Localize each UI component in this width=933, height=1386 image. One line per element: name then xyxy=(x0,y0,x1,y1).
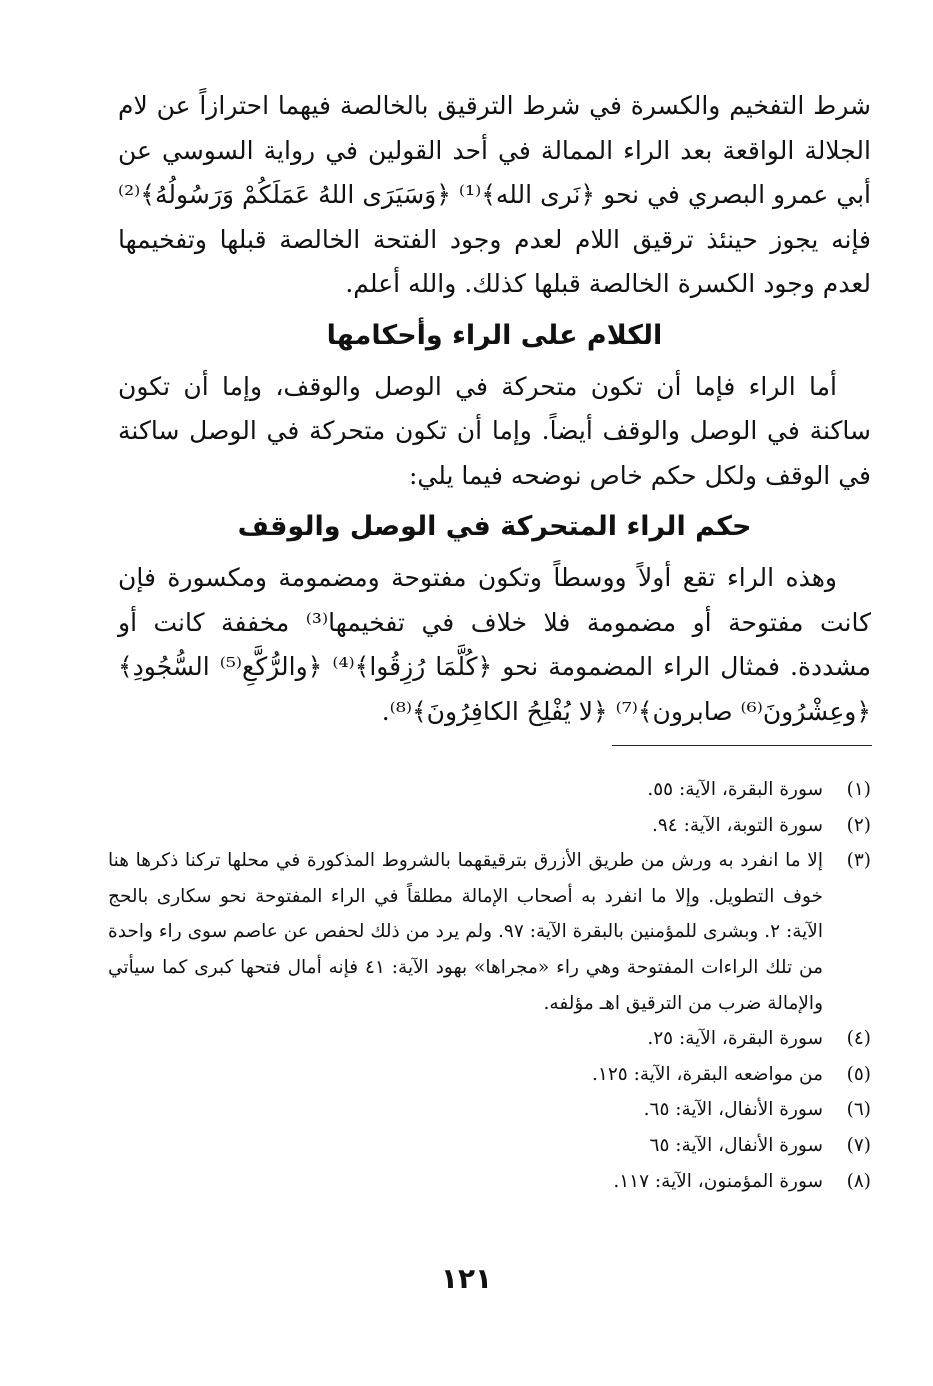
paragraph-moving-ra: وهذه الراء تقع أولاً ووسطاً وتكون مفتوحة ومضمومة ومكسورة فإن كانت مفتوحة أو مضمومة فلا خلاف في تفخيمها⁽³⁾ مخففة كانت أو مشددة. فمثال الراء المضمومة نحو ﴿كُلَّمَا رُزِقُوا﴾⁽⁴⁾ ﴿والرُّكَّعِ⁽⁵⁾ السُّجُودِ﴾ ﴿وعِشْرُونَ⁽⁶⁾ صابرون﴾⁽⁷⁾ ﴿لا يُفْلِحُ الكافِرُونَ﴾⁽⁸⁾. xyxy=(118,563,871,726)
paragraph-intro: شرط التفخيم والكسرة في شرط الترقيق بالخالصة فيهما احترازاً عن لام الجلالة الواقعة بعد الراء الممالة في أحد القولين في رواية السوسي عن أبي عمرو البصري في نحو ﴿نَرى الله﴾⁽¹⁾ ﴿وَسَيَرَى اللهُ عَمَلَكُمْ وَرَسُولُهُ﴾⁽²⁾ فإنه يجوز حينئذ ترقيق اللام لعدم وجود الفتحة الخالصة قبلها وتفخيمها لعدم وجود الكسرة الخالصة قبلها كذلك. والله أعلم. xyxy=(118,91,872,298)
footnote-text: سورة المؤمنون، الآية: ١١٧. xyxy=(613,1170,823,1192)
paragraph-ra-cases: أما الراء فإما أن تكون متحركة في الوصل والوقف، وإما أن تكون ساكنة في الوصل والوقف أيضاً. وإما أن تكون متحركة في الوصل ساكنة في الوقف ولكل حكم خاص نوضحه فيما يلي: xyxy=(118,371,871,490)
section-heading-moving-ra: حكم الراء المتحركة في الوصل والوقف xyxy=(237,511,752,542)
footnote-item xyxy=(108,1092,871,1128)
footnote-text: سورة البقرة، الآية: ٥٥. xyxy=(647,779,823,800)
page-number: ١٢١ xyxy=(440,1262,493,1295)
footnote-number: (٦) xyxy=(846,1099,871,1121)
footnote-text: سورة الأنفال، الآية: ٦٥. xyxy=(643,1099,823,1121)
footnote-number: (٤) xyxy=(846,1028,871,1050)
footnote-item xyxy=(108,1057,871,1093)
footnotes xyxy=(108,772,871,1199)
section-heading-ra-rules: الكلام على الراء وأحكامها xyxy=(326,319,663,351)
footnote-text: سورة الأنفال، الآية: ٦٥ xyxy=(649,1134,823,1156)
footnote-text: من مواضعه البقرة، الآية: ١٢٥. xyxy=(592,1063,823,1085)
footnote-number: (٥) xyxy=(846,1063,871,1085)
footnote-text: إلا ما انفرد به ورش من طريق الأزرق بترقيقهما بالشروط المذكورة في محلها تركنا ذكرها هنا خوف التطويل. وإلا ما انفرد به أصحاب الإمالة مطلقاً في الراء المفتوحة نحو سكارى بالحج الآية: ٢. وبشرى للمؤمنين بالبقرة الآية: ٩٧. ولم يرد من ذلك لحفص عن عاصم سوى راء واحدة من تلك الراءات المفتوحة وهي راء «مجراها» بهود الآية: ٤١ فإنه أمال فتحها كبرى كما سيأتي والإمالة ضرب من الترقيق اهـ مؤلفه. xyxy=(108,850,824,1014)
footnote-separator xyxy=(612,745,872,746)
footnote-item xyxy=(108,1164,871,1200)
footnote-number: (١) xyxy=(846,779,871,800)
footnote-item xyxy=(108,843,871,1021)
footnote-number: (٧) xyxy=(846,1134,871,1156)
footnote-text: سورة البقرة، الآية: ٢٥. xyxy=(647,1028,823,1050)
footnote-item xyxy=(108,1128,871,1164)
footnote-number: (٨) xyxy=(846,1170,871,1192)
footnote-text: سورة التوبة، الآية: ٩٤. xyxy=(651,814,823,836)
footnote-number: (٢) xyxy=(846,814,871,836)
footnote-number: (٣) xyxy=(846,850,871,872)
footnote-item xyxy=(108,772,871,808)
footnote-item xyxy=(108,1021,871,1057)
main-text xyxy=(118,84,871,734)
footnote-item xyxy=(108,808,871,844)
